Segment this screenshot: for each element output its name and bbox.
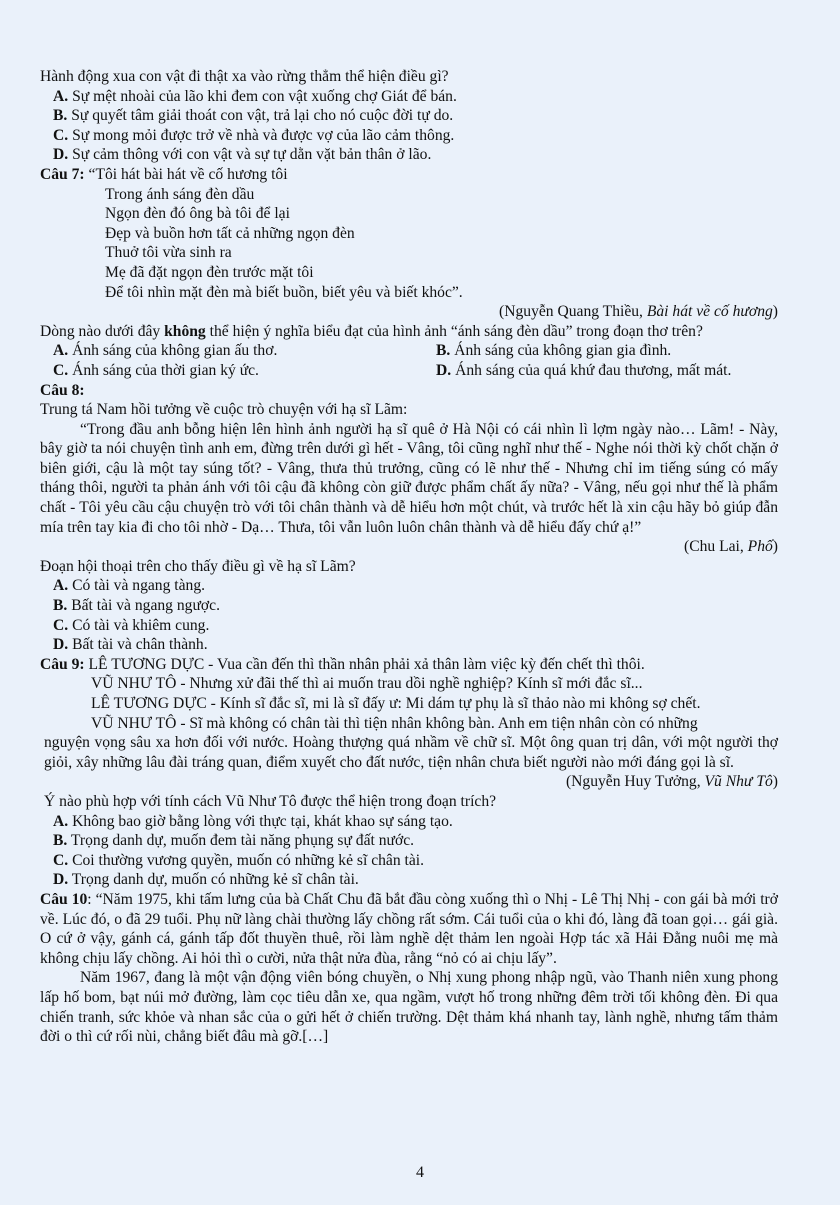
dialogue-line: LÊ TƯƠNG DỰC - Vua cần đến thì thần nhân phải xả thân làm việc kỳ đến chết thì thôi. xyxy=(84,655,645,673)
question-label: Câu 9: xyxy=(40,655,85,673)
q9-option-b xyxy=(40,831,778,851)
q6-option-b xyxy=(40,106,778,126)
q8-option-d xyxy=(40,635,778,655)
q9-option-d xyxy=(40,870,778,890)
option-text: Bất tài và chân thành. xyxy=(68,636,208,654)
option-text: Ánh sáng của quá khứ đau thương, mất mát. xyxy=(451,361,732,379)
q8-intro: Trung tá Nam hồi tưởng về cuộc trò chuyện với hạ sĩ Lãm: xyxy=(40,401,408,419)
option-text: Sự mong mỏi được trở về nhà và được vợ của lão cảm thông. xyxy=(68,126,455,144)
option-text: Bất tài và ngang ngược. xyxy=(67,597,220,615)
option-key: B. xyxy=(53,832,68,850)
option-key: C. xyxy=(53,851,69,869)
option-text: Trọng danh dự, muốn đem tài năng phụng sự đất nước. xyxy=(67,832,415,850)
q9-option-a xyxy=(40,812,778,832)
option-text: Có tài và khiêm cung. xyxy=(68,616,210,634)
option-key: C. xyxy=(53,126,69,144)
option-text: Không bao giờ bằng lòng với thực tại, khát khao sự sáng tạo. xyxy=(68,812,453,830)
q9-line-3: LÊ TƯƠNG DỰC - Kính sĩ đắc sĩ, mi là sĩ đấy ư: Mi dám tự phụ là sĩ thảo nào mi không sợ chết. xyxy=(91,695,701,712)
q6-option-d xyxy=(40,145,778,165)
option-text: Sự quyết tâm giải thoát con vật, trả lại cho nó cuộc đời tự do. xyxy=(67,107,454,125)
q9-line-4: VŨ NHƯ TÔ - Sĩ mà không có chân tài thì tiện nhân không bàn. Anh em tiện nhân còn có những xyxy=(91,714,698,732)
poem-line: “Tôi hát bài hát về cố hương tôi xyxy=(84,165,288,183)
q7-poem-first-line xyxy=(40,165,778,185)
q7-option-d xyxy=(436,361,731,381)
option-key: A. xyxy=(53,342,69,360)
page-number: 4 xyxy=(416,1164,424,1181)
option-text: Ánh sáng của không gian gia đình. xyxy=(450,342,672,360)
q9-source xyxy=(40,772,778,792)
q8-stem: Đoạn hội thoại trên cho thấy điều gì về hạ sĩ Lãm? xyxy=(40,557,356,575)
option-text: Ánh sáng của thời gian ký ức. xyxy=(68,361,259,379)
question-label: Câu 10 xyxy=(40,890,88,908)
option-key: D. xyxy=(53,871,69,889)
option-key: C. xyxy=(53,616,69,634)
option-key: D. xyxy=(53,146,69,164)
option-text: Sự cảm thông với con vật và sự tự dằn vặt bản thân ở lão. xyxy=(68,146,432,164)
q7-option-c xyxy=(53,361,436,381)
source-author: (Nguyễn Huy Tưởng, xyxy=(565,773,705,791)
source-end: ) xyxy=(772,773,778,791)
option-key: D. xyxy=(53,636,69,654)
source-title: Bài hát về cố hương xyxy=(646,303,773,321)
poem-line: Đẹp và buồn hơn tất cả những ngọn đèn xyxy=(105,224,355,242)
option-text: Coi thường vương quyền, muốn có những kẻ sĩ chân tài. xyxy=(68,851,425,869)
option-text: Có tài và ngang tàng. xyxy=(68,577,206,595)
paragraph-text: : “Năm 1975, khi tấm lưng của bà Chất Chu đã bắt đầu còng xuống thì o Nhị - Lê Thị Nhị - con gái bà mới trở về. Lúc đó, o đã 29 tuổi. Phụ nữ làng chài thường lấy chồng rất sớm. Cái tuổi của o khi đó, làng đã toan gọi… gái già. O cứ ở vậy, gánh cá, gánh tấp đốt thuyền thuê, rồi làm nghề dệt thảm len ngoài Hợp tác xã Hải Đằng nuôi mẹ mà không chịu lấy chồng. Ai hỏi thì o cười, nửa thật nửa đùa, rằng “nỏ có ai chịu lấy”. xyxy=(40,890,778,967)
poem-line: Để tôi nhìn mặt đèn mà biết buồn, biết yêu và biết khóc”. xyxy=(105,283,463,301)
source-end: ) xyxy=(772,538,778,556)
option-text: Ánh sáng của không gian ấu thơ. xyxy=(68,342,278,360)
q9-line-2: VŨ NHƯ TÔ - Nhưng xử đãi thế thì ai muốn trau dồi nghề nghiệp? Kính sĩ mới đắc sĩ... xyxy=(91,675,643,693)
source-title: Phố xyxy=(747,538,773,556)
option-key: B. xyxy=(436,342,451,360)
q7-source xyxy=(40,302,778,322)
poem-line: Trong ánh sáng đèn dầu xyxy=(105,185,255,203)
q9-stem: Ý nào phù hợp với tính cách Vũ Như Tô được thể hiện trong đoạn trích? xyxy=(44,792,497,810)
option-key: C. xyxy=(53,361,69,379)
stem-part: thể hiện ý nghĩa biểu đạt của hình ảnh “ánh sáng đèn dầu” trong đoạn thơ trên? xyxy=(205,322,703,340)
page-content xyxy=(40,67,778,1047)
source-author: (Nguyễn Quang Thiều, xyxy=(499,303,647,321)
question-label: Câu 7: xyxy=(40,165,85,183)
q8-option-b xyxy=(40,596,778,616)
q10-paragraph-1 xyxy=(40,890,778,968)
stem-part: Dòng nào dưới đây xyxy=(40,322,165,340)
poem-line: Thuở tôi vừa sinh ra xyxy=(105,244,232,262)
q9-line-1 xyxy=(40,655,778,675)
q10-paragraph-2: Năm 1967, đang là một vận động viên bóng chuyền, o Nhị xung phong nhập ngũ, vào Thanh niên xung phong lấp hố bom, bạt núi mở đường, làm cọc tiêu dẫn xe, qua ngầm, vượt hố trong những đêm trời tối không đèn. Đi qua chiến tranh, sức khỏe và nhan sắc của o gửi hết ở chiến trường. Dệt thảm khá nhanh tay, lành nghề, nhưng tấm thảm đời o thì cứ rối nùi, chẳng biết đâu mà gỡ.[…] xyxy=(40,969,778,1046)
q9-line-4-cont: nguyện vọng sâu xa hơn đối với nước. Hoàng thượng quá nhầm về chữ sĩ. Một ông quan trị dân, với một người thợ giỏi, xây những lâu đài tráng quan, điểm xuyết cho đất nước, tiện nhân chưa biết người nào mới đáng gọi là sĩ. xyxy=(44,734,778,771)
q6-option-a xyxy=(40,87,778,107)
q9-option-c xyxy=(40,851,778,871)
option-key: A. xyxy=(53,812,69,830)
q8-option-c xyxy=(40,616,778,636)
q8-source xyxy=(40,537,778,557)
poem-line: Mẹ đã đặt ngọn đèn trước mặt tôi xyxy=(105,263,314,281)
option-text: Trọng danh dự, muốn có những kẻ sĩ chân tài. xyxy=(68,871,359,889)
poem-line: Ngọn đèn đó ông bà tôi để lại xyxy=(105,205,290,223)
q6-stem: Hành động xua con vật đi thật xa vào rừng thẳm thể hiện điều gì? xyxy=(40,68,449,85)
option-key: B. xyxy=(53,597,68,615)
option-key: B. xyxy=(53,107,68,125)
q7-stem xyxy=(40,322,778,342)
q8-passage: “Trong đầu anh bỗng hiện lên hình ảnh người hạ sĩ quê ở Hà Nội có cái nhìn lì lợm ngày nào… Lãm! - Này, bây giờ ta nói chuyện tình anh em, đừng trên dưới gì hết - Vâng, tôi cũng nghĩ như thế - Nghe nói thời kỳ chốt chặn ở biên giới, cậu là một tay súng tốt? - Vâng, thưa thủ trưởng, cũng có lẽ như thế - Nhưng chỉ im tiếng súng có mấy tháng thôi, người ta phản ánh với tôi cậu đã không còn giữ được phẩm chất ấy nữa? - Vâng, nếu gọi như thế là phẩm chất - Tôi yêu cầu cậu chuyện trò với tôi chân thành và dễ hiểu hơn một chút, và trước hết là xin cậu hãy bỏ giúp đẫn mía trên tay kia đi cho tôi nhờ - Dạ… Thưa, tôi vẫn luôn luôn chân thành và dễ hiểu đấy chứ ạ!” xyxy=(40,420,778,536)
q6-option-c xyxy=(40,126,778,146)
q7-options-row-1 xyxy=(40,341,778,361)
q7-option-b xyxy=(436,341,671,361)
option-text: Sự mệt nhoài của lão khi đem con vật xuống chợ Giát để bán. xyxy=(68,87,457,105)
option-key: A. xyxy=(53,577,69,595)
source-end: ) xyxy=(772,303,778,321)
q7-option-a xyxy=(53,341,436,361)
stem-emphasis: không xyxy=(164,322,206,340)
q8-label: Câu 8: xyxy=(40,381,85,399)
q8-option-a xyxy=(40,576,778,596)
option-key: A. xyxy=(53,87,69,105)
option-key: D. xyxy=(436,361,452,379)
source-title: Vũ Như Tô xyxy=(704,773,773,791)
q7-options-row-2 xyxy=(40,361,778,381)
source-author: (Chu Lai, xyxy=(684,538,748,556)
